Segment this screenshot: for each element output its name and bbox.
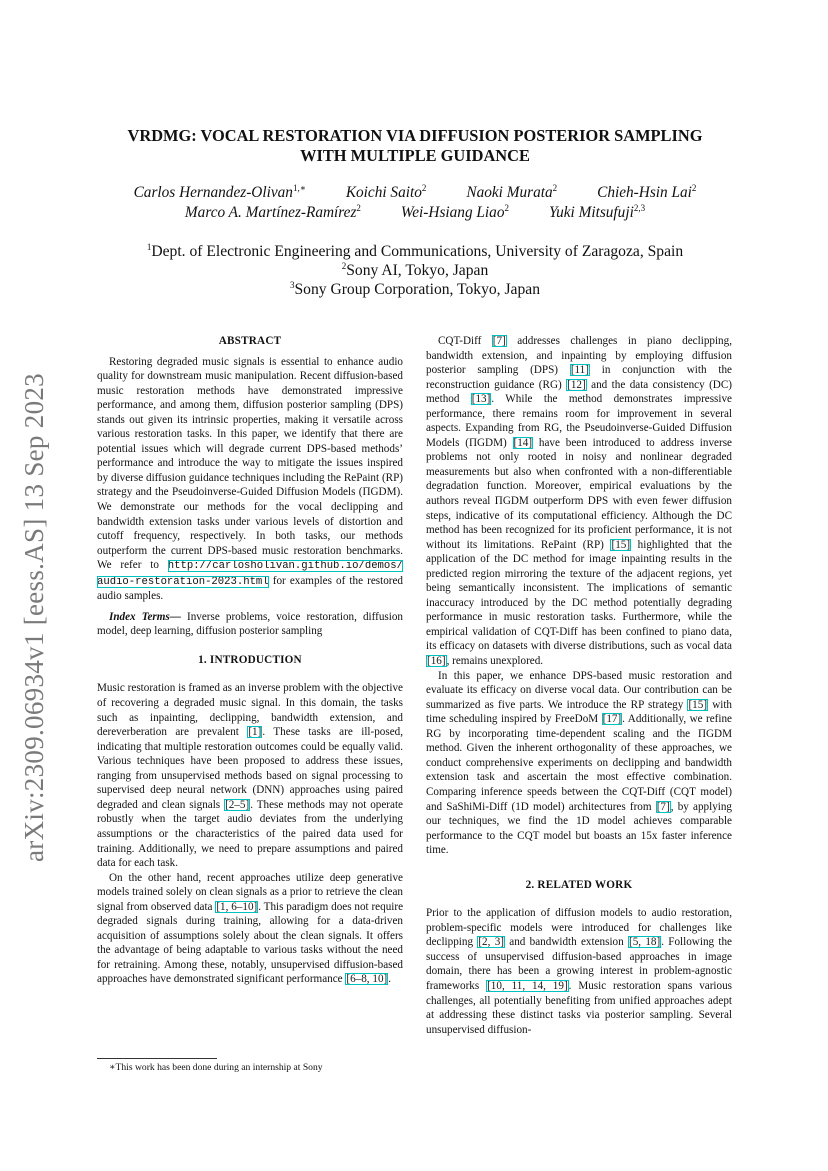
- citation-link[interactable]: [16]: [427, 655, 446, 668]
- introduction-heading: 1. INTRODUCTION: [198, 653, 302, 666]
- citation-link[interactable]: [15]: [611, 538, 631, 551]
- citation-link[interactable]: [6–8, 10]: [346, 973, 388, 986]
- intro-paragraph-2: [97, 871, 403, 987]
- arxiv-sidebar: [16, 355, 52, 880]
- citation-link[interactable]: [1, 6–10]: [216, 900, 258, 913]
- citation-link[interactable]: [2–5]: [225, 798, 250, 811]
- author: Naoki Murata$^2$: [466, 183, 558, 201]
- left-column: [97, 334, 403, 987]
- body-text: and bandwidth extension: [504, 936, 628, 949]
- body-text: . Additionally, we refine RG by incorporating time-dependent scaling and the ΠGDM method. Given the inherent orthogonality of these approaches, we conduct comprehensive experiments on declipping and bandwidth extension task and ascertain the most effective combination. Comparing inference speeds between the CQT-Diff (CQT model) and SaShiMi-Diff (1D model) architectures from: [426, 713, 732, 813]
- author: Wei-Hsiang Liao$^2$: [400, 203, 509, 221]
- body-text: . Following the success of unsupervised diffusion-based approaches in image domain, there has been a growing interest in problem-agnostic frameworks: [426, 936, 732, 992]
- right-paragraph-1: [426, 334, 732, 669]
- body-text: , remains unexplored.: [446, 655, 544, 668]
- body-text: in conjunction with the reconstruction guidance (RG): [426, 364, 732, 391]
- citation-link[interactable]: [15]: [688, 698, 708, 711]
- body-text: . These tasks are ill-posed, indicating that multiple restoration outcomes could be equally valid. Various techniques have been proposed to address these issues, ranging from unsupervised methods based on signal processing to supervised deep neural network (DNN) approaches using paired degraded and clean signals: [97, 726, 404, 811]
- body-text: On the other hand, recent approaches utilize deep generative models trained solely on clean signals as a prior to retrieve the clean signal from observed data: [97, 871, 403, 913]
- author-row-2: [100, 203, 730, 223]
- author-row-1: [100, 183, 730, 203]
- citation-link[interactable]: [5, 18]: [628, 936, 661, 949]
- body-text: . While the method demonstrates impressive performance, there remains room for improvement in several aspects. Expanding from RG, the Pseudoinverse-Guided Diffusion Models (ΠGDM): [426, 393, 733, 449]
- body-text: with time scheduling inspired by FreeDoM: [426, 698, 732, 726]
- abstract-heading: ABSTRACT: [218, 335, 282, 347]
- abstract-text: Restoring degraded music signals is essential to enhance audio quality for downstream music manipulation. Recent diffusion-based music restoration methods have demonstrated impressive performance, and among them, diffusion posterior sampling (DPS) stands out given its intrinsic properties, making it versatile across various restoration tasks. In this paper, we identify that there are potential issues which will degrade current DPS-based methods’ performance and introduce the way to mitigate the issues inspired by diverse diffusion guidance techniques including the RePaint (RP) strategy and the Pseudoinverse-Guided Diffusion Models (ΠGDM). We demonstrate our methods for the vocal declipping and bandwidth extension tasks under various levels of distortion and cutoff frequency, respectively. In both tasks, our methods outperform the current DPS-based music restoration benchmarks. We refer to http://carlosholivan.github.io/demos/ audio-restoration-2023.html for examples of the restored audio samples.: [97, 355, 403, 603]
- affiliation: $^2$Sony AI, Tokyo, Japan: [341, 261, 489, 279]
- citation-link[interactable]: [7]: [656, 800, 670, 813]
- right-paragraph-2: [426, 669, 732, 858]
- related-work-heading: 2. RELATED WORK: [525, 878, 633, 891]
- body-text: and the data consistency (DC) method: [426, 378, 732, 406]
- citation-link[interactable]: [17]: [602, 713, 622, 726]
- title-line-1: VRDMG: VOCAL RESTORATION VIA DIFFUSION POSTERIOR SAMPLING: [127, 126, 703, 145]
- citation-link[interactable]: [13]: [471, 393, 491, 406]
- body-text: CQT-Diff: [438, 335, 492, 347]
- author-list: [100, 183, 730, 223]
- body-text: , by applying our techniques, we find the 1D model achieves comparable performance to the CQT model but boasts an 15x faster inference time.: [426, 800, 733, 857]
- body-text: .: [388, 973, 392, 986]
- body-text: Music restoration is framed as an inverse problem with the objective of recovering a degraded music signal. In this domain, the tasks such as inpainting, declipping, bandwidth extension, and dereverberation are prevalent: [97, 682, 403, 739]
- citation-link[interactable]: [11]: [570, 364, 589, 377]
- citation-link[interactable]: [7]: [492, 335, 506, 347]
- right-column: [426, 334, 732, 1037]
- citation-link[interactable]: [10, 11, 14, 19]: [487, 979, 568, 992]
- index-terms-label: Index Terms—: [109, 610, 181, 623]
- footnote-divider: [97, 1058, 217, 1059]
- paper-title: [100, 126, 730, 166]
- author: Koichi Saito$^2$: [345, 183, 427, 201]
- citation-link[interactable]: [14]: [513, 436, 533, 449]
- author: Carlos Hernandez-Olivan$^{1,∗}$: [133, 183, 306, 201]
- body-text: . These methods may not operate robustly when the target audio deviates from the underlying assumptions or the characteristics of the paired data used for training. Additionally, we need to prepare assumptions and paired data for each task.: [97, 798, 403, 870]
- body-text: . This paradigm does not require degraded signals during training, allowing for a data-driven acquisition of assumptions solely about the clean signals. It offers the advantage of being adaptable to various tasks without the need for retraining. Among these, notably, unsupervised diffusion-based approaches have demonstrated significant performance: [97, 900, 404, 986]
- arxiv-identifier: arXiv:2309.06934v1 [eess.AS] 13 Sep 2023: [18, 373, 49, 862]
- intro-paragraph-1: [97, 681, 403, 870]
- demo-url-link[interactable]: http://carlosholivan.github.io/demos/ audio-restoration-2023.html: [97, 560, 403, 588]
- citation-link[interactable]: [12]: [567, 378, 586, 391]
- body-text: highlighted that the application of the DC method for image inpainting results in the predicted region mirroring the texture of the adjacent regions, yet being semantically inconsistent. The implications of semantic inaccuracy introduced by the DC method potentially degrading performance in music restoration tasks. Furthermore, while the empirical validation of CQT-Diff has been confined to piano data, its efficacy on datasets with diverse distributions, such as vocal data: [426, 538, 732, 653]
- affiliation: $^3$Sony Group Corporation, Tokyo, Japan: [289, 280, 540, 298]
- citation-link[interactable]: [1]: [248, 726, 262, 739]
- affiliations: [100, 242, 730, 299]
- author: Chieh-Hsin Lai$^2$: [597, 183, 697, 201]
- related-work-paragraph: [426, 906, 732, 1037]
- index-terms: Index Terms— Inverse problems, voice restoration, diffusion model, deep learning, diffusion posterior sampling: [97, 610, 403, 638]
- footnote: ∗This work has been done during an internship at Sony: [109, 1062, 323, 1073]
- body-text: have been introduced to address inverse problems not only rooted in noisy and nonlinear degraded measurements but also when confronted with a non-differentiable degradation function. Moreover, empirical evaluations by the authors reveal ΠGDM outperform DPS with even fewer diffusion steps, indicative of its computational efficiency. Although the DC method has been recognized for its proficient performance, it is not without its limitations. RePaint (RP): [426, 436, 732, 551]
- body-text: . Music restoration spans various challenges, all potentially benefiting from unified approaches adept at addressing these distinct tasks via posterior sampling. Several unsupervised diffusion-: [426, 979, 732, 1036]
- affiliation: $^1$Dept. of Electronic Engineering and Communications, University of Zaragoza, Spain: [146, 242, 684, 260]
- body-text: Prior to the application of diffusion models to audio restoration, problem-specific models were introduced for challenges like declipping: [426, 907, 732, 949]
- author: Yuki Mitsufuji$^{2,3}$: [548, 203, 646, 221]
- citation-link[interactable]: [2, 3]: [478, 936, 504, 949]
- title-line-2: WITH MULTIPLE GUIDANCE: [300, 146, 530, 165]
- body-text: addresses challenges in piano declipping, bandwidth extension, and inpainting by employing diffusion posterior sampling (DPS): [426, 335, 732, 377]
- body-text: In this paper, we enhance DPS-based music restoration and evaluate its efficacy on diverse vocal data. Our contribution can be summarized as five parts. We introduce the RP strategy: [426, 669, 732, 711]
- author: Marco A. Martínez-Ramírez$^2$: [184, 203, 361, 221]
